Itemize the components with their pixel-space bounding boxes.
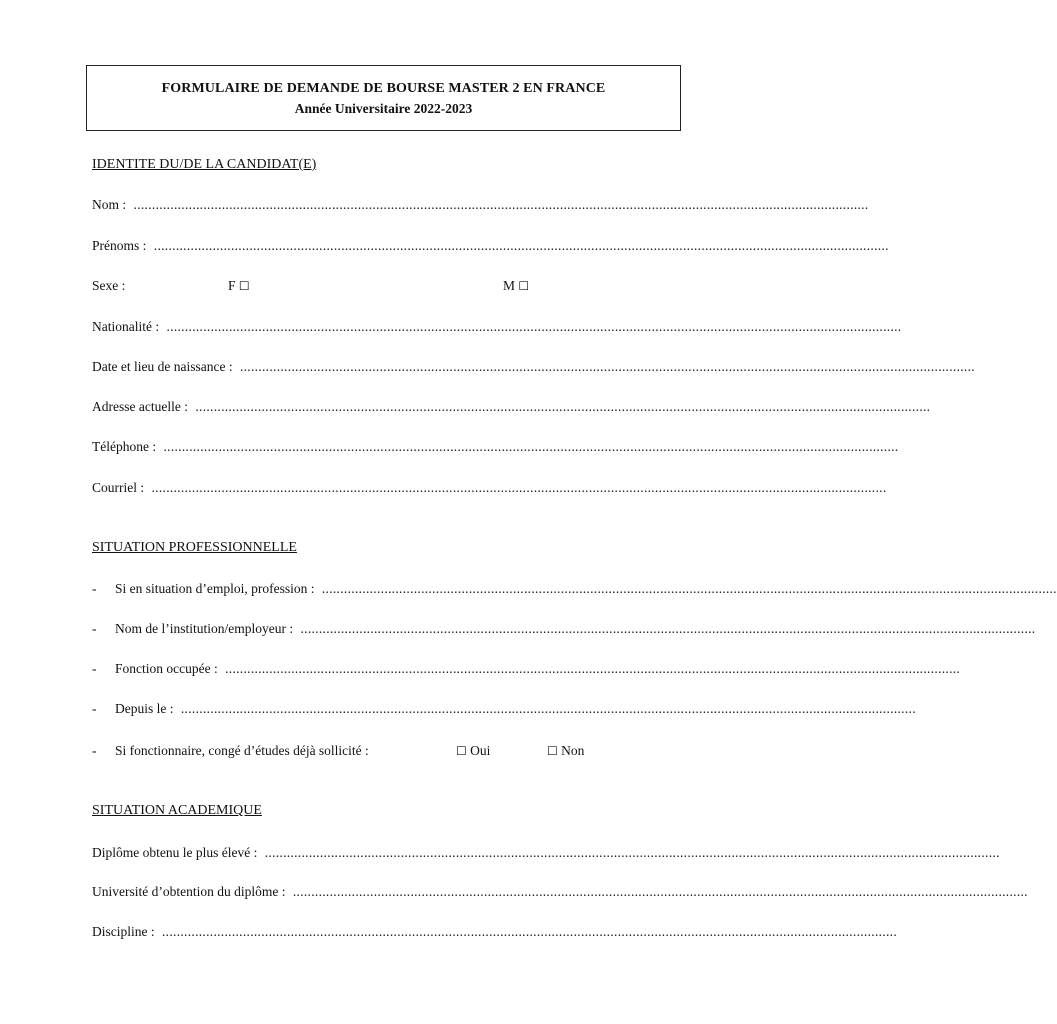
- adresse-dots: ........................................................................................................................................................................................................: [195, 399, 931, 414]
- discipline-label: Discipline :: [92, 924, 155, 939]
- sexe-f-option[interactable]: [228, 278, 250, 294]
- oui-label: Oui: [470, 743, 491, 758]
- nom-field[interactable]: [92, 197, 869, 213]
- nom-label: Nom :: [92, 197, 127, 212]
- courriel-label: Courriel :: [92, 480, 145, 495]
- sexe-m-label: M: [503, 278, 516, 293]
- sexe-f-label: F: [228, 278, 236, 293]
- profession-field[interactable]: [115, 581, 1057, 597]
- academic-year: Année Universitaire 2022-2023: [294, 101, 473, 116]
- diplome-field[interactable]: [92, 845, 1000, 861]
- telephone-field[interactable]: [92, 439, 899, 455]
- discipline-dots: ........................................................................................................................................................................................................: [162, 924, 897, 939]
- courriel-dots: ........................................................................................................................................................................................................: [151, 480, 887, 495]
- sexe-m-option[interactable]: [503, 278, 529, 294]
- telephone-label: Téléphone :: [92, 439, 157, 454]
- bullet: -: [92, 701, 97, 716]
- adresse-label: Adresse actuelle :: [92, 399, 188, 414]
- universite-field[interactable]: [92, 884, 1028, 900]
- conge-non-option[interactable]: [547, 743, 584, 759]
- checkbox-icon[interactable]: ☐: [456, 744, 467, 758]
- bullet: -: [92, 743, 97, 758]
- depuis-dots: ........................................................................................................................................................................................................: [180, 701, 916, 716]
- fonction-label: Fonction occupée :: [115, 661, 218, 676]
- diplome-label: Diplôme obtenu le plus élevé :: [92, 845, 258, 860]
- institution-field[interactable]: [115, 621, 1036, 637]
- institution-label: Nom de l’institution/employeur :: [115, 621, 294, 636]
- checkbox-icon[interactable]: ☐: [547, 744, 558, 758]
- courriel-field[interactable]: [92, 480, 887, 496]
- universite-label: Université d’obtention du diplôme :: [92, 884, 286, 899]
- conge-label: Si fonctionnaire, congé d’études déjà sollicité :: [115, 743, 369, 758]
- nationalite-dots: ........................................................................................................................................................................................................: [166, 319, 902, 334]
- depuis-label: Depuis le :: [115, 701, 174, 716]
- prenoms-label: Prénoms :: [92, 238, 147, 253]
- naissance-dots: ........................................................................................................................................................................................................: [239, 359, 975, 374]
- diplome-dots: ........................................................................................................................................................................................................: [264, 845, 1000, 860]
- bullet: -: [92, 621, 97, 636]
- sexe-field: [92, 278, 125, 294]
- checkbox-icon[interactable]: ☐: [238, 279, 250, 293]
- section-identite-heading: IDENTITE DU/DE LA CANDIDAT(E): [92, 157, 317, 172]
- profession-label: Si en situation d’emploi, profession :: [115, 581, 315, 596]
- naissance-field[interactable]: [92, 359, 975, 375]
- nom-dots: ........................................................................................................................................................................................................: [133, 197, 869, 212]
- nationalite-field[interactable]: [92, 319, 902, 335]
- non-label: Non: [561, 743, 585, 758]
- conge-oui-option[interactable]: [456, 743, 490, 759]
- checkbox-icon[interactable]: ☐: [518, 279, 530, 293]
- bullet: -: [92, 661, 97, 676]
- conge-question: [115, 743, 369, 759]
- prenoms-field[interactable]: [92, 238, 889, 254]
- section-academique-heading: SITUATION ACADEMIQUE: [92, 803, 262, 818]
- institution-dots: ........................................................................................................................................................................................................: [300, 621, 1036, 636]
- adresse-field[interactable]: [92, 399, 931, 415]
- nationalite-label: Nationalité :: [92, 319, 160, 334]
- bullet: -: [92, 581, 97, 596]
- section-professionnelle-heading: SITUATION PROFESSIONNELLE: [92, 540, 297, 555]
- naissance-label: Date et lieu de naissance :: [92, 359, 233, 374]
- telephone-dots: ........................................................................................................................................................................................................: [163, 439, 899, 454]
- universite-dots: ........................................................................................................................................................................................................: [292, 884, 1028, 899]
- title-box: [86, 65, 681, 131]
- profession-dots: ........................................................................................................................................................................................................: [321, 581, 1057, 596]
- fonction-dots: ........................................................................................................................................................................................................: [225, 661, 961, 676]
- depuis-field[interactable]: [115, 701, 916, 717]
- fonction-field[interactable]: [115, 661, 961, 677]
- discipline-field[interactable]: [92, 924, 897, 940]
- prenoms-dots: ........................................................................................................................................................................................................: [153, 238, 889, 253]
- form-title: FORMULAIRE DE DEMANDE DE BOURSE MASTER 2 EN FRANCE: [161, 81, 606, 96]
- sexe-label: Sexe :: [92, 278, 126, 293]
